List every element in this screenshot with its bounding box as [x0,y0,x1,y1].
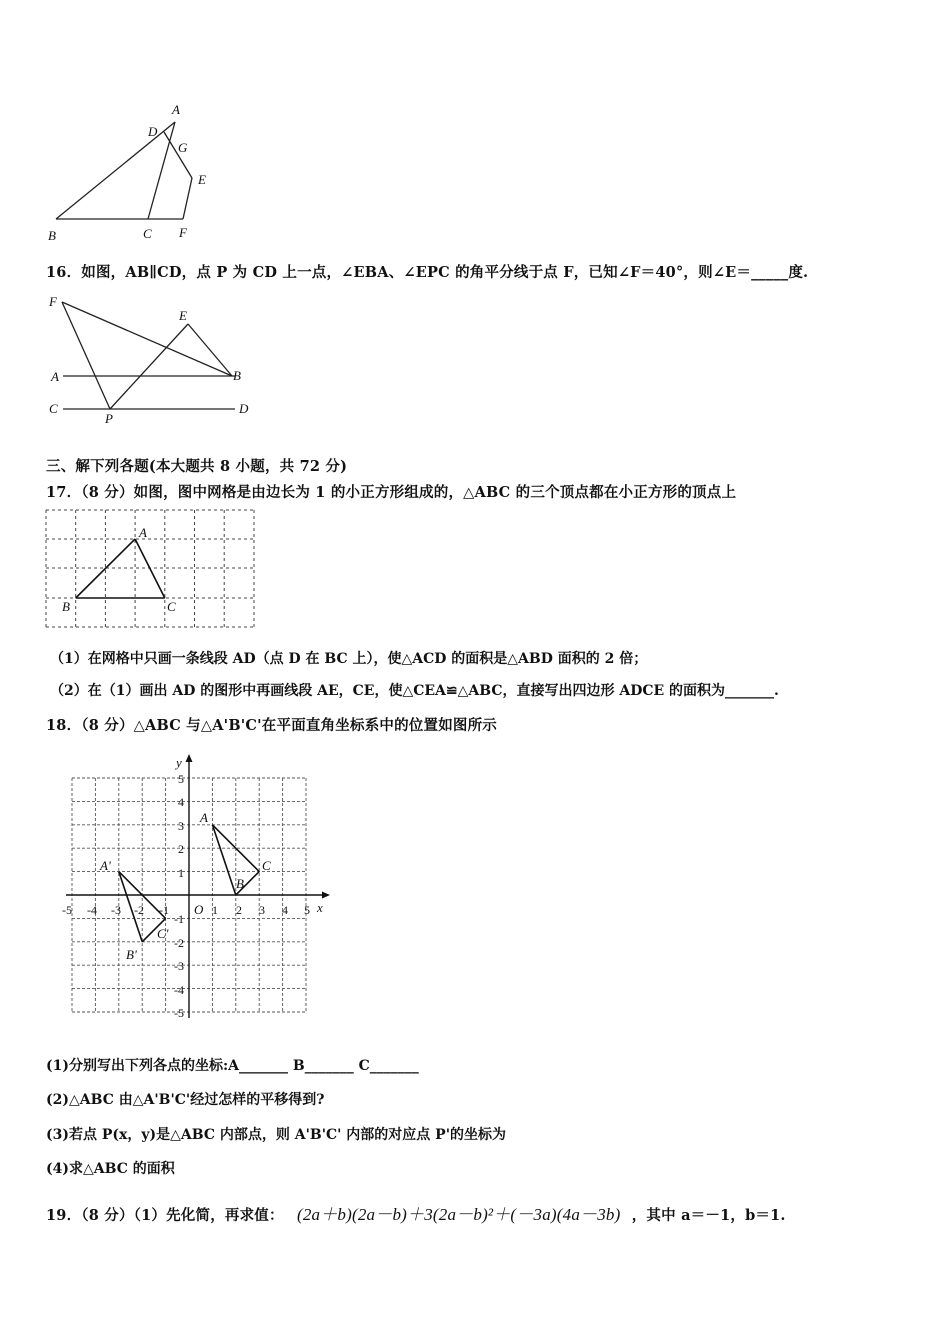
origin-label: O [194,902,204,917]
label-b: B [233,368,241,383]
y-tick: 4 [178,795,184,809]
y-tick: 3 [178,819,184,833]
label-d: D [239,401,249,416]
x-tick: 5 [304,903,310,917]
question-17-part2: （2）在（1）画出 AD 的图形中再画线段 AE，CE，使△CEA≌△ABC，直接写出四边形 ADCE 的面积为_______. [50,683,779,699]
question-19-prefix: 19．（8 分）（1）先化简，再求值： [46,1207,284,1224]
y-tick: 5 [178,772,184,786]
question-18-part4: (4)求△ABC 的面积 [46,1161,175,1177]
question-18-part1: (1)分别写出下列各点的坐标:A_______ B_______ C_______ [46,1058,419,1074]
point-b-label: B [236,876,244,891]
label-a: A [51,369,59,384]
label-a: A [172,102,180,117]
point-b-prime-label: B' [126,947,137,962]
section-title: 三、解下列各题(本大题共 8 小题，共 72 分) [46,458,348,475]
figure-q18-coordinate-plane [60,752,340,1027]
label-c: C [49,401,58,416]
label-a: A [139,525,147,540]
y-tick: -2 [174,936,184,950]
label-g: G [178,140,188,155]
x-tick: -2 [134,903,144,917]
question-18: 18．（8 分）△ABC 与△A'B'C'在平面直角坐标系中的位置如图所示 [46,717,497,734]
question-19-expression: (2a＋b)(2a－b)＋3(2a－b)²＋(－3a)(4a－3b) [296,1205,621,1224]
x-tick: -4 [87,903,97,917]
point-a-prime-label: A' [100,858,111,873]
question-18-part3: (3)若点 P(x，y)是△ABC 内部点，则 A'B'C' 内部的对应点 P'的坐标为 [46,1127,506,1143]
x-tick: 4 [282,903,288,917]
y-tick: -5 [174,1006,184,1020]
x-tick: -1 [159,903,169,917]
y-tick: 2 [178,842,184,856]
y-tick: -1 [174,912,184,926]
label-f: F [49,294,57,309]
question-18-part2: (2)△ABC 由△A'B'C'经过怎样的平移得到? [46,1092,325,1108]
question-17: 17．（8 分）如图，图中网格是由边长为 1 的小正方形组成的，△ABC 的三个顶点都在小正方形的顶点上 [46,484,737,501]
label-f: F [179,225,187,240]
figure-q15 [40,100,230,245]
x-tick: 3 [259,903,265,917]
y-tick: -4 [174,983,184,997]
x-tick: -3 [111,903,121,917]
label-c: C [167,599,176,614]
label-p: P [105,411,113,426]
question-19 [46,1200,786,1225]
y-tick: 1 [178,866,184,880]
figure-q17-grid [44,507,259,632]
y-tick: -3 [174,959,184,973]
question-17-part1: （1）在网格中只画一条线段 AD（点 D 在 BC 上），使△ACD 的面积是△ABD 面积的 2 倍； [50,651,648,667]
point-c-label: C [262,858,271,873]
label-d: D [148,124,158,139]
label-b: B [62,599,70,614]
question-16: 16．如图，AB∥CD，点 P 为 CD 上一点，∠EBA、∠EPC 的角平分线于点 F，已知∠F＝40°，则∠E＝_____度. [46,264,809,281]
label-e: E [198,172,206,187]
figure-q16 [45,292,265,427]
axis-y-label: y [176,755,182,770]
point-a-label: A [200,810,208,825]
label-b: B [48,228,56,243]
axis-x-label: x [317,900,323,915]
label-c: C [143,226,152,241]
label-e: E [179,308,187,323]
x-tick: 2 [236,903,242,917]
point-c-prime-label: C' [157,926,169,941]
x-tick: 1 [212,903,218,917]
question-19-suffix: ，其中 a＝－1，b＝1. [631,1207,786,1224]
x-tick: -5 [62,903,72,917]
